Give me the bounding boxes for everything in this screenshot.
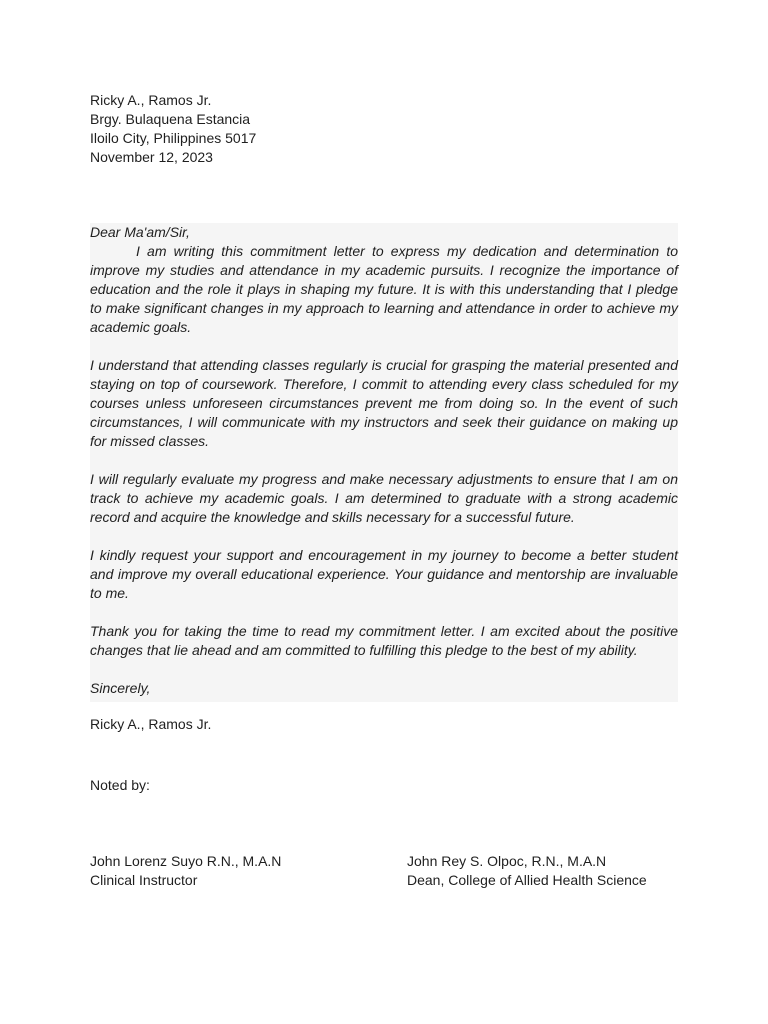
sender-address-line1: Brgy. Bulaquena Estancia: [90, 111, 251, 127]
letter-body: [90, 223, 678, 702]
signatory-left-name: John Lorenz Suyo R.N., M.A.N: [90, 853, 282, 869]
paragraph-5: Thank you for taking the time to read my commitment letter. I am excited about the positive changes that lie ahead and am committed to fulfilling this pledge to the best of my ability.: [90, 623, 678, 658]
paragraph-4: I kindly request your support and encouragement in my journey to become a better student and improve my overall educational experience. Your guidance and mentorship are invaluable to me.: [90, 547, 678, 601]
noted-by-label: Noted by:: [90, 777, 150, 793]
paragraph-2: I understand that attending classes regularly is crucial for grasping the material presented and staying on top of coursework. Therefore, I commit to attending every class scheduled for my courses unless unforeseen circumstances prevent me from doing so. In the event of such circumstances, I will communicate with my instructors and seek their guidance on making up for missed classes.: [90, 357, 678, 449]
salutation: Dear Ma'am/Sir,: [90, 224, 190, 240]
paragraph-3: I will regularly evaluate my progress and make necessary adjustments to ensure that I am on track to achieve my academic goals. I am determined to graduate with a strong academic record and acquire the knowledge and skills necessary for a successful future.: [90, 471, 678, 525]
paragraph-1: I am writing this commitment letter to express my dedication and determination to improve my studies and attendance in my academic pursuits. I recognize the importance of education and the role it plays in shaping my future. It is with this understanding that I pledge to make significant changes in my approach to learning and attendance in order to achieve my academic goals.: [90, 243, 678, 335]
signatory-right: [407, 852, 647, 890]
closing: Sincerely,: [90, 680, 151, 696]
signatory-right-title: Dean, College of Allied Health Science: [407, 872, 647, 888]
signatory-left: [90, 852, 281, 890]
signatory-left-title: Clinical Instructor: [90, 872, 198, 888]
sender-address-line2: Iloilo City, Philippines 5017: [90, 130, 257, 146]
signatory-right-name: John Rey S. Olpoc, R.N., M.A.N: [407, 853, 607, 869]
letter-date: November 12, 2023: [90, 149, 213, 165]
sender-name: Ricky A., Ramos Jr.: [90, 92, 212, 108]
signer-name: Ricky A., Ramos Jr.: [90, 716, 212, 732]
sender-block: [90, 91, 256, 167]
